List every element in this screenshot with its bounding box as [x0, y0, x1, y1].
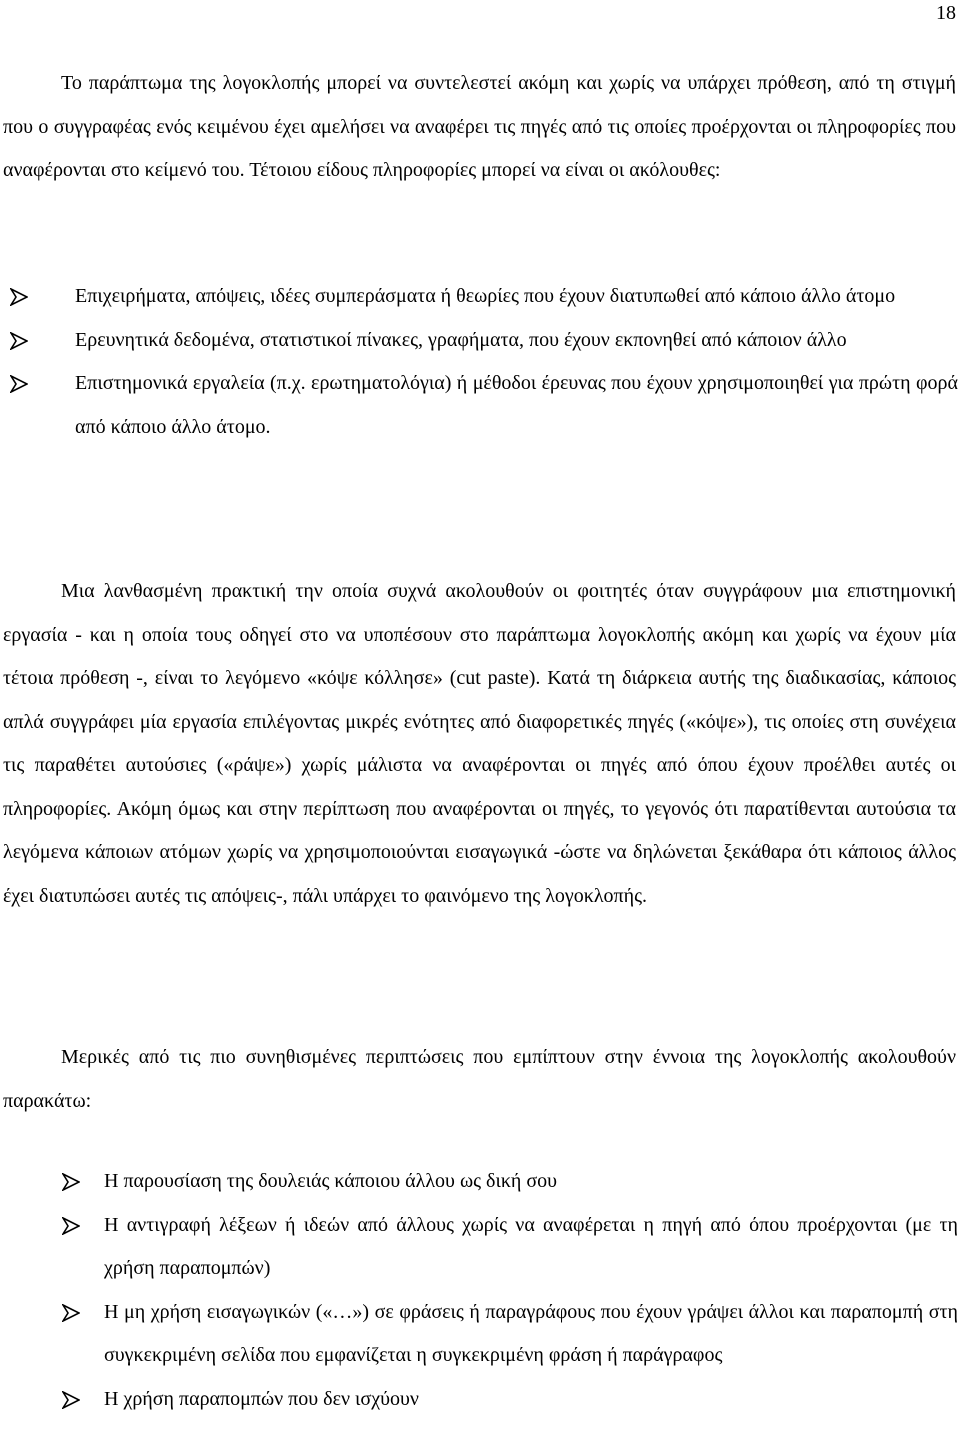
arrowhead-bullet-icon — [62, 1304, 80, 1322]
list-item — [0, 362, 958, 449]
arrowhead-bullet-icon — [62, 1217, 80, 1235]
arrowhead-bullet-icon — [10, 332, 28, 350]
list-item — [0, 1291, 958, 1378]
arrowhead-bullet-icon — [62, 1391, 80, 1409]
list-item-text: Η αντιγραφή λέξεων ή ιδεών από άλλους χωρίς να αναφέρεται η πηγή από όπου προέρχονται (με τη χρήση παραπομπών) — [104, 1213, 958, 1279]
list-item — [0, 1160, 958, 1204]
arrowhead-bullet-icon — [62, 1173, 80, 1191]
list-item — [0, 275, 958, 319]
list-item-text: Η παρουσίαση της δουλειάς κάποιου άλλου ως δική σου — [104, 1170, 558, 1192]
arrowhead-bullet-icon — [10, 375, 28, 393]
paragraph-cut-paste — [3, 570, 956, 918]
list-item-text: Η μη χρήση εισαγωγικών («…») σε φράσεις ή παραγράφους που έχουν γράψει άλλοι και παραπομπή στη συγκεκριμένη σελίδα που εμφανίζεται η συγκεκριμένη φράση ή παράγραφος — [104, 1300, 958, 1366]
list-item — [0, 1204, 958, 1291]
bullet-list-information-types — [0, 275, 958, 449]
list-item-text: Η χρήση παραπομπών που δεν ισχύουν — [104, 1387, 419, 1410]
paragraph-intro — [3, 62, 956, 193]
paragraph-cases — [3, 1036, 956, 1123]
paragraph-cut-paste-text: Μια λανθασμένη πρακτική την οποία συχνά ακολουθούν οι φοιτητές όταν συγγράφουν μια επιστημονική εργασία - και η οποία τους οδηγεί στο να υποπέσουν στο παράπτωμα λογοκλοπής ακόμη και χωρίς να έχουν μία τέτοια πρόθεση -, είναι το λεγόμενο «κόψε κόλλησε» (cut paste). Κατά τη διάρκεια αυτής της διαδικασίας, κάποιος απλά συγγράφει μία εργασία επιλέγοντας μικρές ενότητες από διαφορετικές πηγές («κόψε»), τις οποίες στη συνέχεια τις παραθέτει αυτούσιες («ράψε») χωρίς μάλιστα να αναφέρονται οι πηγές από όπου έχουν προέλθει αυτές οι πληροφορίες. Ακόμη όμως και στην περίπτωση που αναφέρονται οι πηγές, το γεγονός ότι παρατίθενται αυτούσια τα λεγόμενα κάποιων ατόμων χωρίς να χρησιμοποιούνται εισαγωγικά -ώστε να δηλώνεται ξεκάθαρα ότι κάποιος άλλος έχει διατυπώσει αυτές τις απόψεις-, πάλι υπάρχει το φαινόμενο της λογοκλοπής. — [3, 580, 956, 907]
arrowhead-bullet-icon — [10, 288, 28, 306]
bullet-list-plagiarism-cases — [0, 1160, 958, 1421]
list-item-text: Επιστημονικά εργαλεία (π.χ. ερωτηματολόγια) ή μέθοδοι έρευνας που έχουν χρησιμοποιηθεί για πρώτη φορά από κάποιο άλλο άτομο. — [75, 372, 958, 438]
list-item — [0, 1378, 958, 1422]
paragraph-cases-text: Μερικές από τις πιο συνηθισμένες περιπτώσεις που εμπίπτουν στην έννοια της λογοκλοπής ακολουθούν παρακάτω: — [3, 1046, 956, 1112]
list-item-text: Ερευνητικά δεδομένα, στατιστικοί πίνακες, γραφήματα, που έχουν εκπονηθεί από κάποιον άλλο — [75, 328, 847, 351]
list-item-text: Επιχειρήματα, απόψεις, ιδέες συμπεράσματα ή θεωρίες που έχουν διατυπωθεί από κάποιο άλλο άτομο — [75, 285, 896, 307]
page-number: 18 — [936, 2, 956, 24]
paragraph-intro-text: Το παράπτωμα της λογοκλοπής μπορεί να συντελεστεί ακόμη και χωρίς να υπάρχει πρόθεση, από τη στιγμή που ο συγγραφέας ενός κειμένου έχει αμελήσει να αναφέρει τις πηγές από τις οποίες προέρχονται οι πληροφορίες που αναφέρονται στο κείμενό του. Τέτοιου είδους πληροφορίες μπορεί να είναι οι ακόλουθες: — [3, 72, 956, 181]
list-item — [0, 319, 958, 363]
